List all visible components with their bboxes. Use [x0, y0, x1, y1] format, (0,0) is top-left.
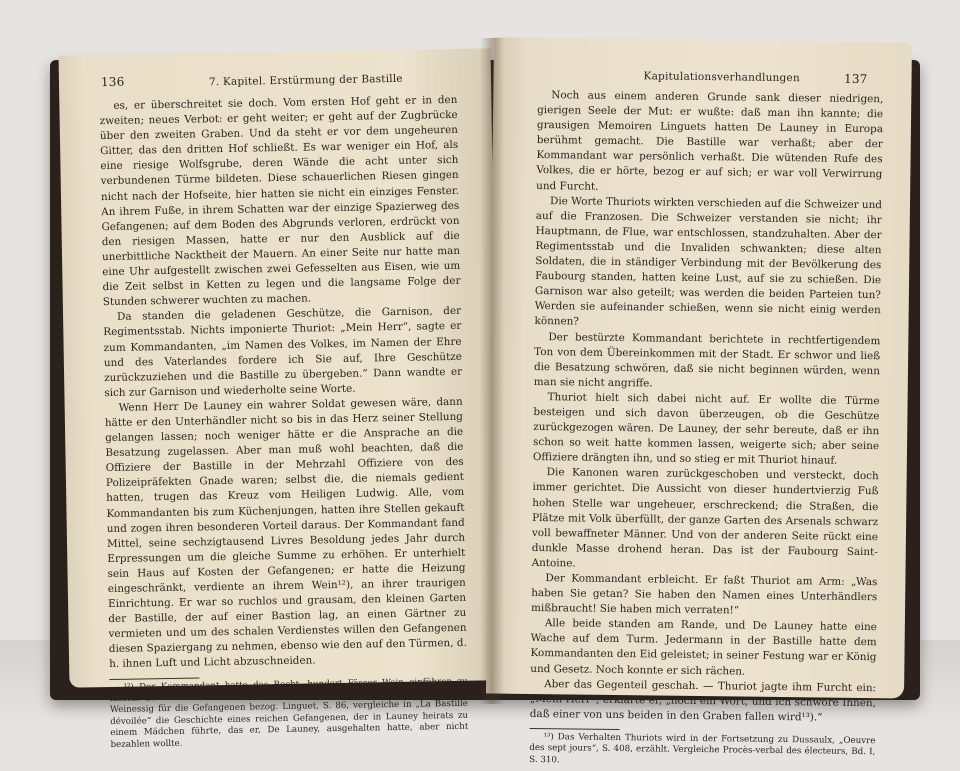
- paragraph: Wenn Herr De Launey ein wahrer Soldat gewesen wäre, dann hätte er den Unterhändler nicht so bis in das Herz seiner Stellung gelangen lassen; noch weniger hätte er die Ansprache an die Besatzung zugelassen. Aber man muß wohl beachten, daß die Offiziere der Bastille in der Mehrzahl Offiziere von des Polizeipräfekten Gnade waren; selbst die, die niemals gedient hatten, trugen das Kreuz vom Heiligen Ludwig. Alle, vom Kommandanten bis zum Küchenjungen, hatten ihre Stellen gekauft und zogen ihren besonderen Vorteil daraus. Der Kommandant fand Mittel, seine sechzigtausend Livres Besoldung jedes Jahr durch Erpressungen um die gleiche Summe zu erhöhen. Er unterhielt sein Haus auf Kosten der Gefangenen; er hatte die Heizung eingeschränkt, verdiente an ihrem Wein¹²), an ihrer traurigen Einrichtung. Er war so ruchlos und grausam, den kleinen Garten der Bastille, der auf einer Bastion lag, an einen Gärtner zu vermieten und um des schalen Verdienstes willen den Gefangenen diesen Spaziergang zu nehmen, ebenso wie den auf den Türmen, d. h. ihnen Luft und Licht abzuschneiden.: [104, 395, 467, 671]
- paragraph: Thuriot hielt sich dabei nicht auf. Er wollte die Türme besteigen und sich davon überzeugen, ob die Geschütze zurückgezogen wären. De Launey, der sehr bereute, daß er ihn schon so weit hatte kommen lassen, weigerte sich; aber seine Offiziere drängten ihn, und so stieg er mit Thuriot hinauf.: [532, 391, 880, 467]
- paragraph: Der bestürzte Kommandant berichtete in rechtfertigendem Ton von dem Übereinkommen mit der Stadt. Er schwor und ließ die Besatzung schwören, daß sie nicht beginnen würden, wenn man sie nicht angriffe.: [533, 330, 881, 390]
- page-number: 136: [100, 74, 125, 90]
- paragraph: Noch aus einem anderen Grunde sank dieser niedrigen, gierigen Seele der Mut: er wußte: daß man ihn kannte; die grausigen Memoiren Linguets hatten De Launey in Europa berühmt gemacht. Die Bastille war verhaßt; aber der Kommandant war persönlich verhaßt. Die wütenden Rufe des Volkes, die er hörte, bezog er auf sich; er war voll Verwirrung und Furcht.: [536, 89, 884, 193]
- page-body: [529, 88, 883, 770]
- footnote-separator: [530, 728, 620, 730]
- footnote: ¹²) Der Kommandant hatte das Recht, hundert Fässer Wein einführen zu lassen. Er verkaufte dieses Recht an eine Schenke, aus der er statt dessen Weinessig für die Gefangenen bezog. Linguet, S. 86, vergleiche in „La Bastille dévoilée“ die Geschichte eines reichen Gefangenen, der in Launey heirats zu einem Mädchen führte, das er, De Launey, ausgehalten hatte, aber nicht bezahlen wollte.: [109, 676, 469, 750]
- page-body: [99, 93, 468, 751]
- paragraph: Die Worte Thuriots wirkten verschieden auf die Schweizer und auf die Franzosen. Die Schweizer verstanden sie nicht; ihr Hauptmann, de Flue, war entschlossen, standzuhalten. Aber der Regimentsstab und die Invaliden schwankten; diese alten Soldaten, die in ständiger Verbindung mit der Bevölkerung des Faubourg standen, hatten keine Lust, auf sie zu schießen. Die Garnison war also geteilt; was werden die beiden Parteien tun? Werden sie aufeinander schießen, wenn sie nicht einig werden können?: [534, 194, 883, 328]
- paragraph: es, er überschreitet sie doch. Vom ersten Hof geht er in den zweiten; neues Verbot: er geht weiter; er geht auf der Zugbrücke über den zweiten Graben. Und da steht er vor dem ungeheuren Gitter, das den dritten Hof schließt. Es war weniger ein Hof, als eine riesige Wolfsgrube, deren Wände die acht unter sich verbundenen Türme bildeten. Diese schauerlichen Riesen gingen nicht nach der Hofseite, hier hatten sie nicht ein einziges Fenster. An ihrem Fuße, in ihrem Schatten war der einzige Spazierweg des Gefangenen; auf dem Boden des Abgrunds verloren, erdrückt von den riesigen Massen, hatte er nur den Ausblick auf die unerbittliche Nacktheit der Mauern. An einer Seite nur hatte man eine Uhr aufgestellt zwischen zwei Gefesselten aus Eisen, wie um die Zeit selbst in Ketten zu legen und die langsame Folge der Stunden schwerer wuchten zu machen.: [99, 93, 461, 309]
- page-number: 137: [843, 71, 868, 87]
- right-page: [486, 37, 912, 766]
- paragraph: Die Kanonen waren zurückgeschoben und versteckt, doch immer gerichtet. Die Aussicht von dieser hundertvierzig Fuß hohen Stelle war ungeheuer, erschreckend; die Straßen, die Plätze mit Volk überfüllt, der ganze Garten des Arsenals schwarz voll bewaffneter Männer. Und von der anderen Seite rückt eine dunkle Masse drohend heran. Das ist der Faubourg Saint-Antoine.: [531, 466, 879, 570]
- running-title: 7. Kapitel. Erstürmung der Bastille: [208, 72, 403, 89]
- paragraph: Da standen die geladenen Geschütze, die Garnison, der Regimentsstab. Nichts imponierte Thuriot: „Mein Herr“, sagte er zum Kommandanten, „im Namen des Volkes, im Namen der Ehre und des Vaterlandes fordere ich Sie auf, Ihre Geschütze zurückzuziehen und die Bastille zu übergeben.“ Dann wandte er sich zur Garnison und wiederholte seine Worte.: [103, 305, 463, 399]
- left-page: [59, 48, 502, 750]
- footnote: ¹³) Das Verhalten Thuriots wird in der Fortsetzung zu Dussaulx, „Oeuvre des sept jours“, S. 408, erzählt. Vergleiche Procès-verbal des électeurs, Bd. I, S. 310.: [529, 732, 876, 766]
- footnote-separator: [109, 677, 199, 680]
- running-title: Kapitulationsverhandlungen: [643, 70, 800, 85]
- paragraph: Aber das Gegenteil geschah. — Thuriot jagte ihm Furcht ein: „Mein Herr“, erklärte er, „noch ein Wort, und ich schwöre Ihnen, daß einer von uns beiden in den Graben fallen wird¹³).“: [529, 677, 877, 724]
- paragraph: Der Kommandant erbleicht. Er faßt Thuriot am Arm: „Was haben Sie getan? Sie haben den Namen eines Unterhändlers mißbraucht! Sie haben mich verraten!“: [530, 572, 878, 617]
- book-gutter: [480, 38, 504, 704]
- paragraph: Alle beide standen am Rande, und De Launey hatte eine Wache auf dem Turm. Jedermann in der Bastille hatte dem Kommandanten den Eid geleistet; in seiner Festung war er König und Gesetz. Noch konnte er sich rächen.: [530, 617, 877, 678]
